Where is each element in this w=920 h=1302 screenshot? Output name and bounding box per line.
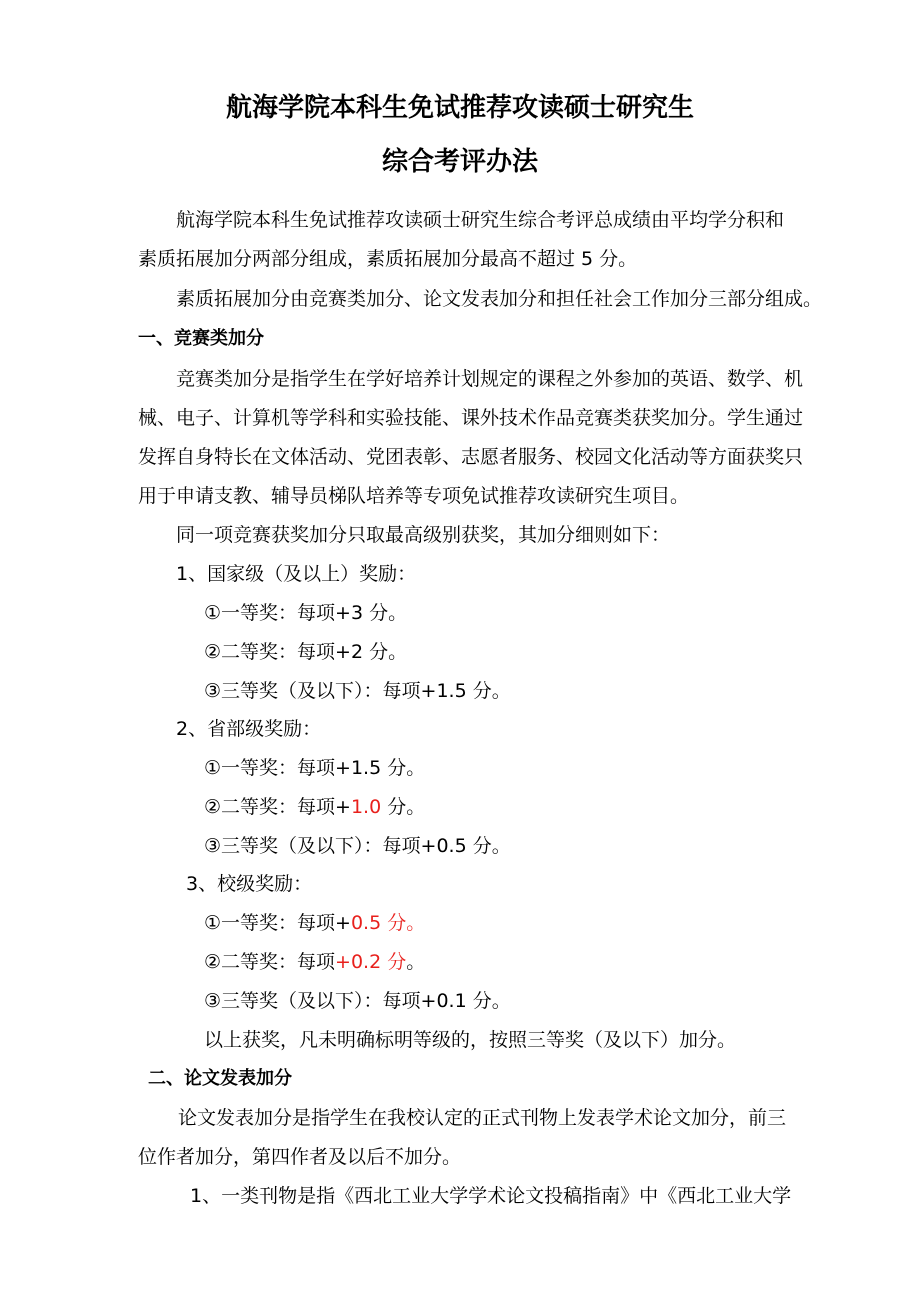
- provincial-second-prize: [204, 794, 425, 820]
- school-first-value: 0.5 分。: [350, 912, 426, 934]
- provincial-award-label: 2、省部级奖励：: [176, 718, 322, 740]
- school-third-prize: ③三等奖（及以下）：每项+0.1 分。: [204, 990, 511, 1012]
- section2-paragraph-line2: 位作者加分，第四作者及以后不加分。: [138, 1146, 462, 1168]
- school-first-prefix: ①一等奖：每项+: [204, 912, 351, 934]
- national-third-prize: ③三等奖（及以下）：每项+1.5 分。: [204, 680, 511, 702]
- national-award-label: 1、国家级（及以上）奖励：: [176, 563, 417, 585]
- document-title-line2: 综合考评办法: [381, 147, 538, 177]
- section1-heading: 一、竞赛类加分: [138, 328, 264, 349]
- rule-intro: 同一项竞赛获奖加分只取最高级别获奖，其加分细则如下：: [176, 524, 671, 546]
- school-second-suffix: 。: [406, 951, 426, 973]
- national-first-prize: ①一等奖：每项+3 分。: [204, 602, 408, 624]
- intro-paragraph-line2: 素质拓展加分两部分组成，素质拓展加分最高不超过 5 分。: [138, 248, 638, 270]
- award-note: 以上获奖，凡未明确标明等级的，按照三等奖（及以下）加分。: [204, 1029, 737, 1051]
- section2-heading: 二、论文发表加分: [148, 1068, 292, 1089]
- school-second-value: +0.2 分: [335, 951, 407, 973]
- school-second-prefix: ②二等奖：每项: [204, 951, 336, 973]
- school-first-prize: [204, 910, 425, 936]
- section1-paragraph-line1: 竞赛类加分是指学生在学好培养计划规定的课程之外参加的英语、数学、机: [176, 368, 804, 390]
- intro-paragraph-line1: 航海学院本科生免试推荐攻读硕士研究生综合考评总成绩由平均学分积和: [176, 209, 785, 231]
- section1-paragraph-line2: 械、电子、计算机等学科和实验技能、课外技术作品竞赛类获奖加分。学生通过: [138, 407, 804, 429]
- provincial-third-prize: ③三等奖（及以下）：每项+0.5 分。: [204, 835, 511, 857]
- provincial-second-suffix: 分。: [381, 796, 426, 818]
- document-title-line1: 航海学院本科生免试推荐攻读硕士研究生: [225, 93, 694, 123]
- section2-paragraph-line1: 论文发表加分是指学生在我校认定的正式刊物上发表学术论文加分，前三: [178, 1107, 787, 1129]
- school-award-label: 3、校级奖励：: [186, 873, 313, 895]
- section1-paragraph-line3: 发挥自身特长在文体活动、党团表彰、志愿者服务、校园文化活动等方面获奖只: [138, 446, 804, 468]
- provincial-first-prize: ①一等奖：每项+1.5 分。: [204, 757, 426, 779]
- provincial-second-prefix: ②二等奖：每项+: [204, 796, 351, 818]
- school-second-prize: [204, 949, 425, 975]
- section1-paragraph-line4: 用于申请支教、辅导员梯队培养等专项免试推荐攻读研究生项目。: [138, 485, 690, 507]
- intro-paragraph2: 素质拓展加分由竞赛类加分、论文发表加分和担任社会工作加分三部分组成。: [176, 288, 823, 310]
- national-second-prize: ②二等奖：每项+2 分。: [204, 641, 408, 663]
- section2-item1: 1、一类刊物是指《西北工业大学学术论文投稿指南》中《西北工业大学: [190, 1185, 792, 1207]
- provincial-second-value: 1.0: [350, 796, 382, 818]
